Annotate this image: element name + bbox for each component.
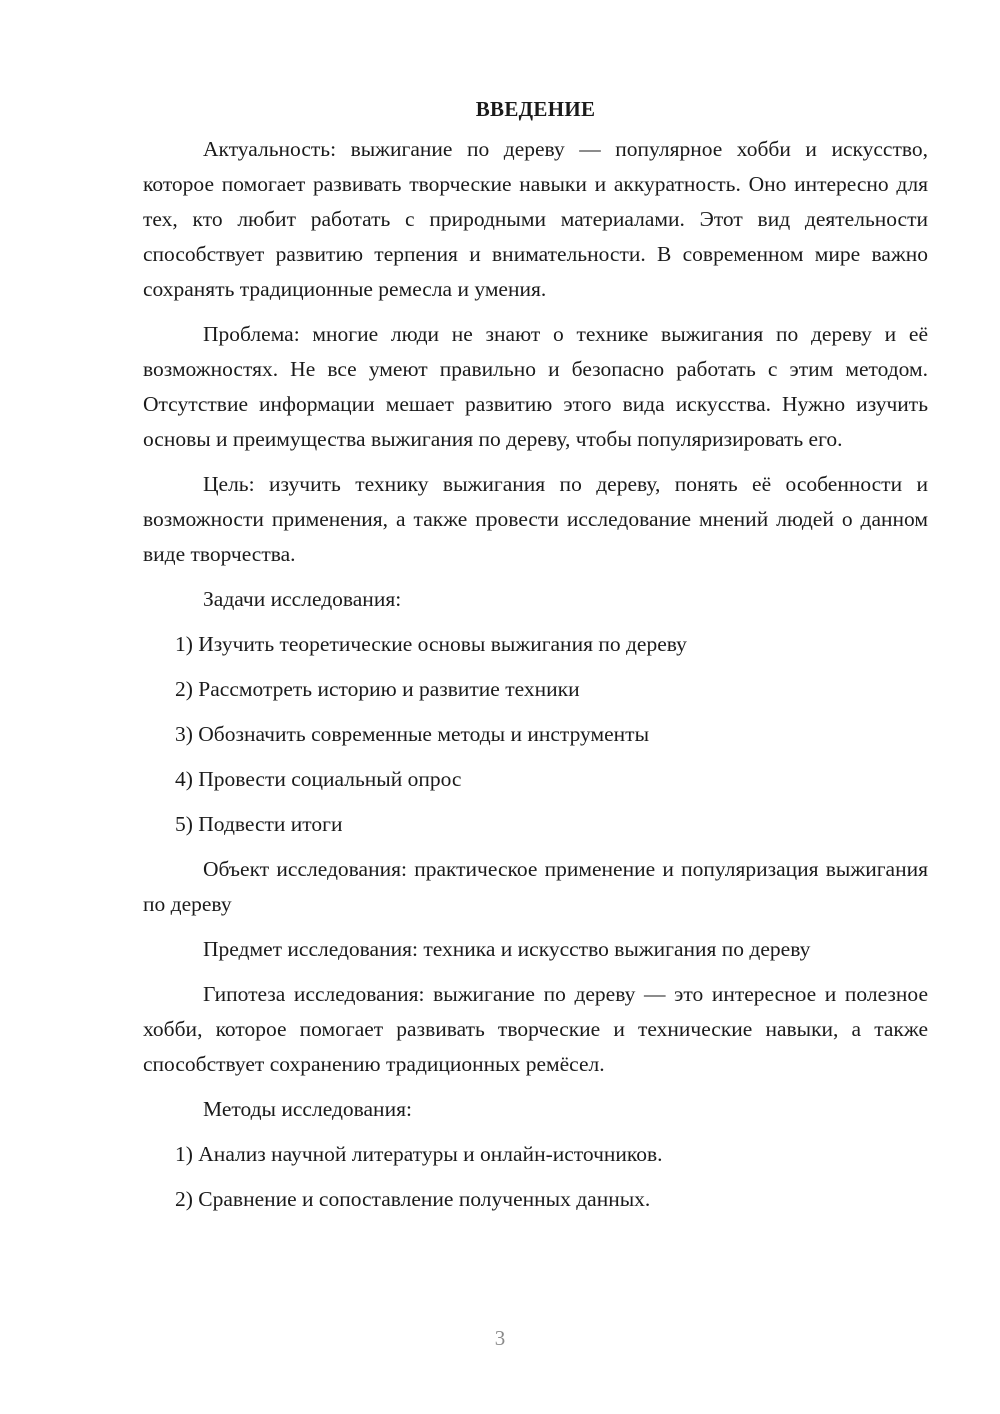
tasks-heading: Задачи исследования: (203, 587, 402, 611)
object-paragraph: Объект исследования: практическое применение и популяризация выжигания по дереву (143, 857, 928, 916)
task-item-1: 1) Изучить теоретические основы выжигания по дереву (175, 632, 687, 656)
relevance-paragraph: Актуальность: выжигание по дереву — популярное хобби и искусство, которое помогает развивать творческие навыки и аккуратность. Оно интересно для тех, кто любит работать с природными материалами. Этот вид деятельности способствует развитию терпения и внимательности. В современном мире важно сохранять традиционные ремесла и умения. (143, 137, 928, 301)
document-page (143, 92, 928, 1227)
methods-list (143, 1137, 928, 1217)
tasks-list (143, 627, 928, 842)
problem-paragraph: Проблема: многие люди не знают о технике выжигания по дереву и её возможностях. Не все умеют правильно и безопасно работать с этим методом. Отсутствие информации мешает развитию этого вида искусства. Нужно изучить основы и преимущества выжигания по дереву, чтобы популяризировать его. (143, 322, 928, 451)
page-title: ВВЕДЕНИЕ (475, 97, 596, 121)
hypothesis-paragraph: Гипотеза исследования: выжигание по дереву — это интересное и полезное хобби, которое помогает развивать творческие и технические навыки, а также способствует сохранению традиционных ремёсел. (143, 982, 928, 1076)
subject-paragraph: Предмет исследования: техника и искусство выжигания по дереву (203, 937, 811, 961)
method-item-1: 1) Анализ научной литературы и онлайн-источников. (175, 1142, 663, 1166)
task-item-5: 5) Подвести итоги (175, 812, 343, 836)
goal-paragraph: Цель: изучить технику выжигания по дереву, понять её особенности и возможности применения, а также провести исследование мнений людей о данном виде творчества. (143, 472, 928, 566)
page-number: 3 (494, 1326, 506, 1350)
methods-heading: Методы исследования: (203, 1097, 412, 1121)
method-item-2: 2) Сравнение и сопоставление полученных данных. (175, 1187, 651, 1211)
task-item-3: 3) Обозначить современные методы и инструменты (175, 722, 650, 746)
task-item-4: 4) Провести социальный опрос (175, 767, 462, 791)
task-item-2: 2) Рассмотреть историю и развитие техники (175, 677, 580, 701)
